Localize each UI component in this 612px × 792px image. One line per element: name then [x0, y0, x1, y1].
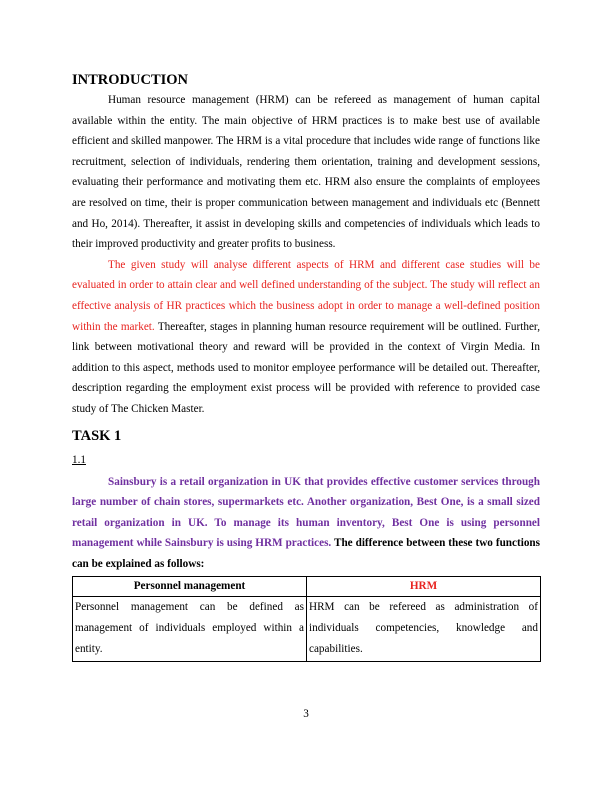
table-cell-personnel: Personnel management can be defined as management of individuals employed within a entity. — [73, 597, 307, 662]
task1-paragraph-rest: The difference between these two functions can be explained as follows: — [72, 537, 540, 570]
task1-paragraph-highlight: Sainsbury is a retail organization in UK that provides effective customer services through large number of chain stores, supermarkets etc. Another organization, Best One, is a small sized retail organization in UK. To manage its human inventory, Best One is using personnel management while Sainsbury is using HRM practices. — [72, 475, 540, 550]
table-header-personnel: Personnel management — [73, 577, 307, 597]
intro-paragraph-2-rest: Thereafter, stages in planning human resource requirement will be outlined. Further, link between motivational theory and reward will be provided in the context of Virgin Media. In addition to this aspect, methods used to monitor employee performance will be detailed out. Thereafter, description regarding the employment exist process will be provided with reference to provided case study of The Chicken Master. — [72, 320, 540, 415]
comparison-table — [72, 576, 541, 662]
section-number: 1.1 — [72, 453, 86, 466]
page-number: 3 — [303, 708, 309, 720]
task1-paragraph — [72, 472, 540, 575]
document-page — [72, 70, 540, 662]
table-header-hrm: HRM — [307, 577, 541, 597]
task1-heading: TASK 1 — [72, 427, 122, 444]
intro-heading: INTRODUCTION — [72, 72, 189, 88]
table-cell-hrm: HRM can be refereed as administration of individuals competencies, knowledge and capabilities. — [307, 597, 541, 662]
table-header-row — [73, 577, 541, 597]
intro-paragraph-2 — [72, 255, 540, 420]
table-row — [73, 597, 541, 662]
intro-paragraph-1: Human resource management (HRM) can be refereed as management of human capital available within the entity. The main objective of HRM practices is to make best use of available efficient and skilled manpower. The HRM is a vital procedure that includes wide range of functions like recruitment, selection of individuals, rendering them orientation, training and development sessions, evaluating their performance and motivating them etc. HRM also ensure the complaints of employees are resolved on time, their is proper communication between management and individuals etc (Bennett and Ho, 2014). Thereafter, it assist in developing skills and competencies of individuals which leads to their improved productivity and greater profits to business. — [72, 94, 540, 251]
intro-paragraph-2-highlight: The given study will analyse different aspects of HRM and different case studies will be evaluated in order to attain clear and well defined understanding of the subject. The study will reflect an effective analysis of HR practices which the business adopt in order to manage a well-defined position within the market. — [72, 258, 540, 333]
